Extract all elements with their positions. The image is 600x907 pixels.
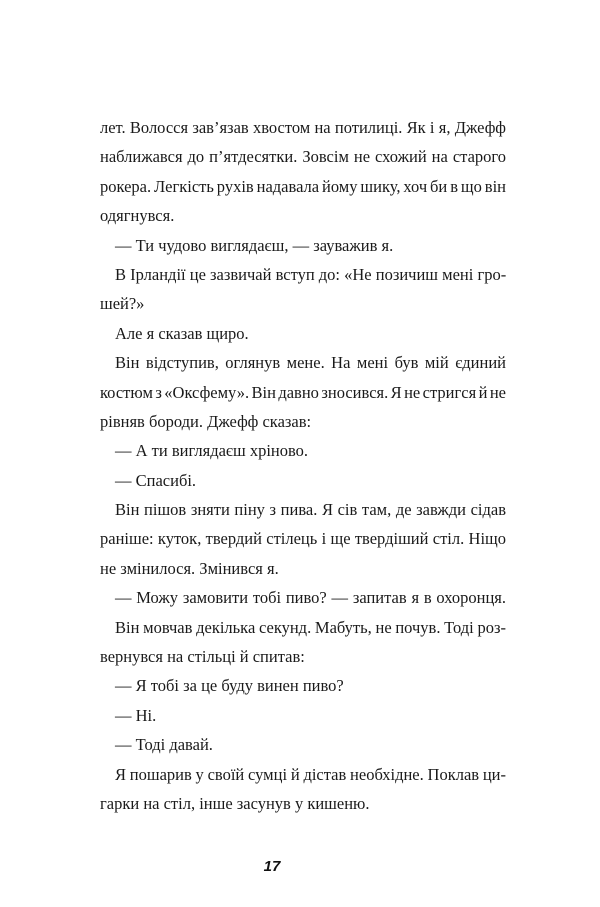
page-number: 17 [263, 858, 281, 875]
text-line: одягнувся. [100, 206, 175, 226]
text-line: Він мовчав декілька секунд. Мабуть, не почув. Тоді роз- [115, 617, 506, 637]
text-line: гарки на стіл, інше засунув у кишеню. [100, 793, 370, 813]
text-line: — Можу замовити тобі пиво? — запитав я в охоронця. [115, 588, 506, 608]
text-line: рокера. Легкість рухів надавала йому шику, хоч би в що він [100, 176, 506, 196]
text-line: шей?» [100, 294, 145, 314]
text-line: Він пішов зняти піну з пива. Я сів там, де завжди сідав [115, 500, 506, 520]
text-line: Але я сказав щиро. [115, 323, 249, 343]
text-line: — Спасибі. [115, 470, 197, 490]
text-line: раніше: куток, твердий стілець і ще твердіший стіл. Ніщо [100, 529, 506, 549]
text-line: рівняв бороди. Джефф сказав: [100, 411, 312, 431]
text-line: — Тоді давай. [115, 735, 213, 755]
text-line: — Я тобі за це буду винен пиво? [115, 676, 344, 696]
text-line: вернувся на стільці й спитав: [100, 647, 305, 667]
text-line: Я пошарив у своїй сумці й дістав необхідне. Поклав ци- [115, 764, 506, 784]
text-line: В Ірландії це зазвичай вступ до: «Не позичиш мені гро- [115, 264, 507, 284]
text-line: наближався до п’ятдесятки. Зовсім не схожий на старого [100, 147, 506, 167]
text-line: не змінилося. Змінився я. [100, 558, 279, 578]
text-line: Він відступив, оглянув мене. На мені був мій єдиний [115, 353, 506, 373]
text-line: — Ти чудово виглядаєш, — зауважив я. [115, 235, 394, 255]
text-line: костюм з «Оксфему». Він давно зносився. Я не стригся й не [100, 382, 506, 402]
text-line: — Ні. [115, 705, 157, 725]
text-line: лет. Волосся зав’язав хвостом на потилиці. Як і я, Джефф [100, 118, 506, 137]
text-line: — А ти виглядаєш хріново. [115, 441, 309, 461]
body-text [100, 113, 506, 818]
